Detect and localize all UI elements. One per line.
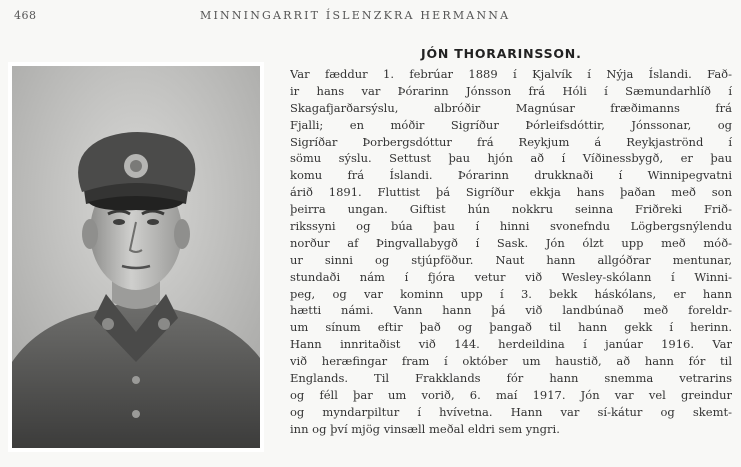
page-number: 468 (14, 9, 37, 22)
article-line: sömu sýslu. Settust þau hjón að í Víðinessbygð, er þau (290, 151, 732, 166)
article-line: ir hans var Þórarinn Jónsson frá Hóli í Sæmundarhlíð í (290, 83, 732, 98)
portrait-photo (8, 62, 264, 452)
article-body (290, 66, 732, 438)
article-line: Skagafjarðarsýslu, albróðir Magnúsar fræðimanns frá (290, 100, 732, 115)
article-line: við heræfingar fram í október um haustið, að hann fór til (290, 354, 732, 369)
article-line: og féll þar um vorið, 6. maí 1917. Jón var vel greindur (290, 387, 732, 402)
article-line: og myndarpiltur í hvívetna. Hann var sí-kátur og skemt- (290, 404, 732, 419)
article-line: árið 1891. Fluttist þá Sigríður ekkja hans þaðan með son (290, 185, 732, 200)
article-line: Var fæddur 1. febrúar 1889 í Kjalvík í Nýja Íslandi. Fað- (290, 67, 732, 81)
article-line: Hann innritaðist við 144. herdeildina í janúar 1916. Var (290, 337, 732, 352)
article-line: ur sinni og stjúpföður. Naut hann allgóðrar mentunar, (290, 252, 732, 267)
article-line: Sigríðar Þorbergsdóttur frá Reykjum á Reykjaströnd í (290, 134, 732, 149)
soldier-portrait-image (8, 62, 264, 452)
article-line: rikssyni og búa þau í hinni svonefndu Lögbergsnýlendu (290, 219, 732, 234)
running-title: MINNINGARRIT ÍSLENZKRA HERMANNA (200, 9, 511, 22)
article-line: norður af Þingvallabygð í Sask. Jón ólzt upp með móð- (290, 235, 732, 250)
article-line: stundaði nám í fjóra vetur við Wesley-skólann í Winni- (290, 269, 732, 284)
article-line: komu frá Íslandi. Þórarinn drukknaði í Winnipegvatni (290, 168, 732, 183)
article-line: þeirra ungan. Giftist hún nokkru seinna Friðreki Frið- (290, 202, 732, 217)
article-line: hætti námi. Vann hann þá við landbúnað með foreldr- (290, 303, 732, 318)
article-line: inn og því mjög vinsæll meðal eldri sem yngri. (290, 421, 560, 436)
article-heading: JÓN THORARINSSON. (421, 46, 582, 61)
article-line: Fjalli; en móðir Sigríður Þórleifsdóttir, Jónssonar, og (290, 117, 732, 132)
article-line: peg, og var kominn upp í 3. bekk háskólans, er hann (290, 286, 732, 301)
article-line: um sínum eftir það og þangað til hann gekk í herinn. (290, 320, 732, 335)
article-line: Englands. Til Frakklands fór hann snemma vetrarins (290, 371, 732, 386)
page-header (0, 9, 741, 25)
